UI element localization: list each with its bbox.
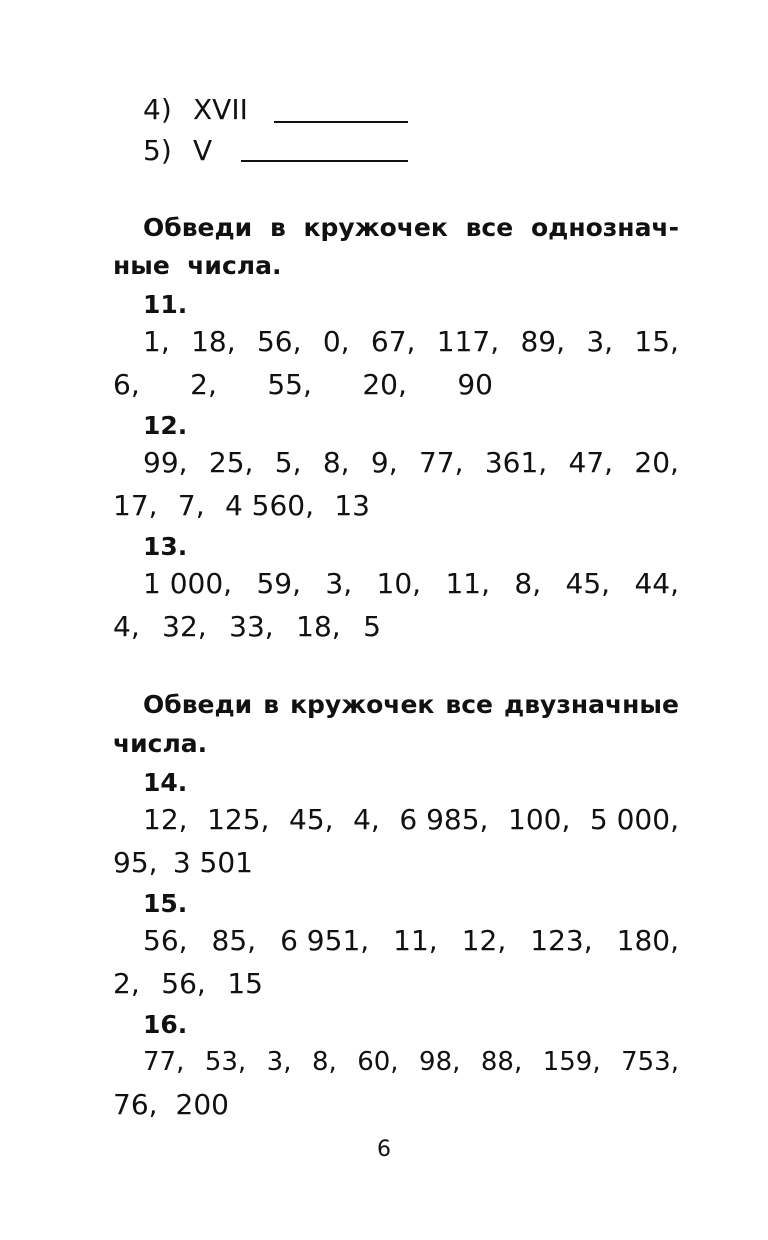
word: в xyxy=(269,213,286,242)
answer-blank-4 xyxy=(274,121,408,123)
number: 8, xyxy=(311,1047,337,1077)
number: 45, xyxy=(289,803,334,836)
word: кружочек xyxy=(290,690,435,719)
instruction-1-line-2 xyxy=(113,246,679,286)
number: 4 560, xyxy=(224,489,314,522)
task-14-line-2 xyxy=(113,843,253,883)
number: 77, xyxy=(418,446,464,479)
task-13-line-2 xyxy=(113,607,381,647)
word: числа. xyxy=(187,251,282,280)
number: 6, xyxy=(113,368,140,401)
number: 3 501 xyxy=(172,846,253,879)
number: 12, xyxy=(461,924,507,957)
roman-item-4-number: 4) xyxy=(143,93,172,126)
number: 11, xyxy=(393,924,438,957)
number: 15, xyxy=(634,325,679,358)
word: Обведи xyxy=(143,213,253,242)
number: 20, xyxy=(634,446,679,479)
instruction-2-line-2 xyxy=(113,724,679,764)
instruction-2-line-1 xyxy=(143,685,679,725)
word: двузначные xyxy=(504,690,679,719)
word: ные xyxy=(113,251,170,280)
number: 17, xyxy=(113,489,158,522)
number: 44, xyxy=(634,567,679,600)
task-15-line-2 xyxy=(113,964,263,1004)
task-label-16: 16. xyxy=(143,1010,188,1039)
number: 5 xyxy=(363,610,381,643)
number: 6 985, xyxy=(399,803,489,836)
task-14-line-1 xyxy=(143,800,679,840)
number: 2, xyxy=(113,967,140,1000)
number: 10, xyxy=(376,567,422,600)
number: 4, xyxy=(113,610,140,643)
answer-blank-5 xyxy=(241,160,408,162)
task-label-13: 13. xyxy=(143,532,188,561)
task-16-line-2 xyxy=(113,1085,229,1125)
word: в xyxy=(263,690,280,719)
number: 45, xyxy=(565,567,611,600)
number: 56, xyxy=(161,967,206,1000)
number: 32, xyxy=(162,610,207,643)
task-label-14: 14. xyxy=(143,768,188,797)
number: 15 xyxy=(227,967,263,1000)
task-12-line-1 xyxy=(143,443,679,483)
number: 2, xyxy=(190,368,217,401)
number: 125, xyxy=(207,803,270,836)
number: 6 951, xyxy=(280,924,370,957)
number: 1 000, xyxy=(143,567,233,600)
word: Обведи xyxy=(143,690,253,719)
number: 180, xyxy=(616,924,679,957)
number: 85, xyxy=(211,924,257,957)
roman-item-5-value: V xyxy=(193,134,213,167)
number: 90 xyxy=(457,368,493,401)
number: 123, xyxy=(530,924,593,957)
number: 56, xyxy=(143,924,188,957)
number: 99, xyxy=(143,446,188,479)
task-13-line-1 xyxy=(143,564,679,604)
instruction-1-line-1 xyxy=(143,208,679,248)
number: 361, xyxy=(484,446,548,479)
number: 76, xyxy=(113,1088,158,1121)
number: 0, xyxy=(322,325,350,358)
roman-item-4-value: XVII xyxy=(193,93,248,126)
number: 47, xyxy=(568,446,614,479)
number: 11, xyxy=(445,567,490,600)
word: все xyxy=(445,690,493,719)
task-label-15: 15. xyxy=(143,889,188,918)
number: 12, xyxy=(143,803,188,836)
number: 9, xyxy=(370,446,398,479)
number: 60, xyxy=(357,1047,399,1077)
word: все xyxy=(465,213,514,242)
number: 8, xyxy=(322,446,350,479)
number: 59, xyxy=(256,567,301,600)
task-11-line-1 xyxy=(143,322,679,362)
number: 95, xyxy=(113,846,158,879)
word: числа. xyxy=(113,729,208,758)
task-12-line-2 xyxy=(113,486,370,526)
number: 1, xyxy=(143,325,170,358)
number: 89, xyxy=(520,325,565,358)
task-11-line-2 xyxy=(113,365,493,405)
word: кружочек xyxy=(303,213,448,242)
number: 56, xyxy=(256,325,302,358)
number: 159, xyxy=(542,1047,601,1077)
number: 4, xyxy=(353,803,380,836)
task-label-12: 12. xyxy=(143,411,188,440)
number: 5, xyxy=(274,446,302,479)
word: однознач- xyxy=(530,213,679,242)
number: 67, xyxy=(370,325,416,358)
page-number: 6 xyxy=(377,1137,391,1162)
number: 3, xyxy=(325,567,353,600)
task-16-line-1 xyxy=(143,1042,679,1082)
task-label-11: 11. xyxy=(143,290,188,319)
number: 753, xyxy=(621,1047,679,1077)
number: 33, xyxy=(229,610,274,643)
number: 20, xyxy=(362,368,407,401)
number: 7, xyxy=(177,489,205,522)
task-15-line-1 xyxy=(143,921,679,961)
number: 25, xyxy=(208,446,254,479)
number: 88, xyxy=(480,1047,523,1077)
number: 200 xyxy=(175,1088,229,1121)
number: 77, xyxy=(143,1047,185,1077)
number: 3, xyxy=(586,325,614,358)
number: 100, xyxy=(508,803,571,836)
number: 55, xyxy=(267,368,312,401)
number: 98, xyxy=(419,1047,461,1077)
number: 18, xyxy=(296,610,341,643)
number: 18, xyxy=(191,325,236,358)
number: 3, xyxy=(266,1047,292,1077)
number: 5 000, xyxy=(589,803,679,836)
number: 13 xyxy=(334,489,370,522)
number: 117, xyxy=(436,325,500,358)
number: 53, xyxy=(204,1047,247,1077)
number: 8, xyxy=(514,567,542,600)
roman-item-5-number: 5) xyxy=(143,134,172,167)
